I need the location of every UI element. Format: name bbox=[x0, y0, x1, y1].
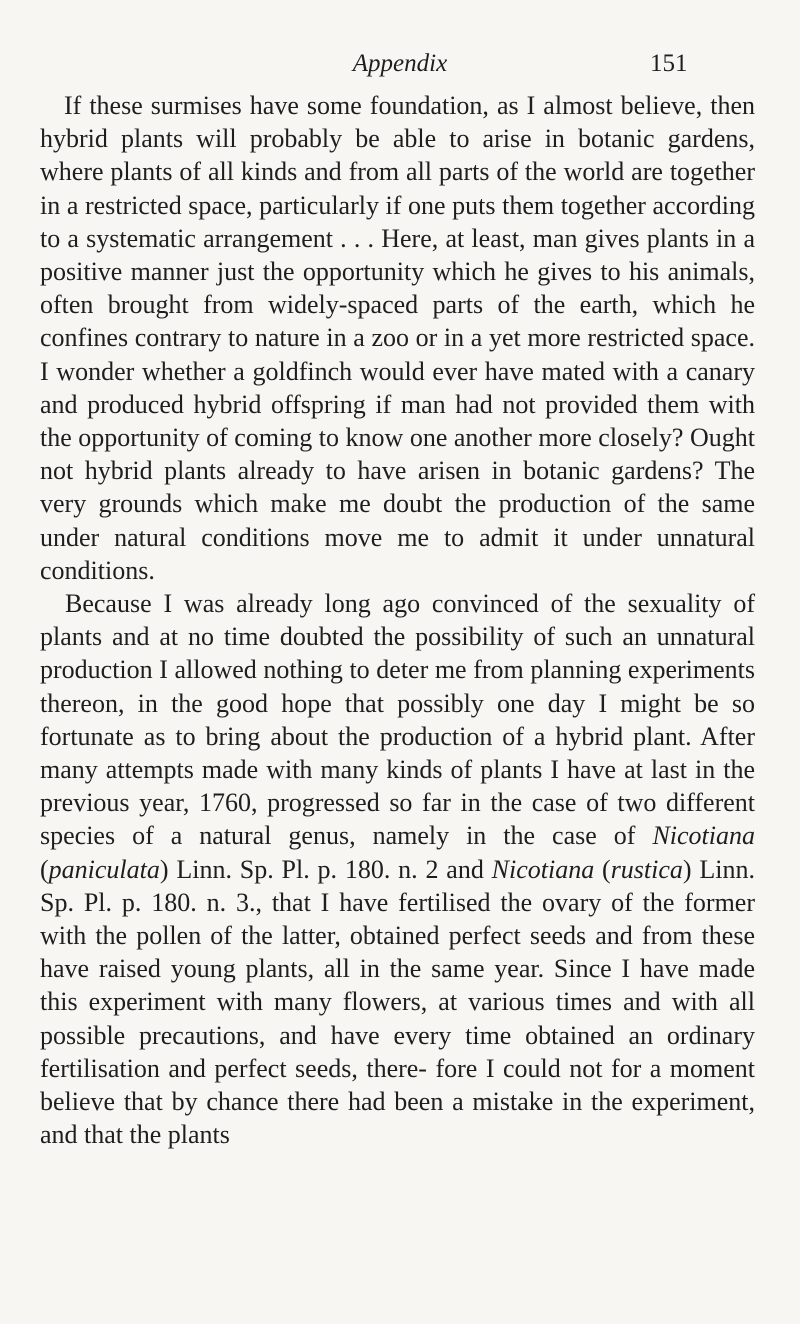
running-head bbox=[0, 44, 800, 84]
paragraph-1: If these surmises have some foundation, as I almost believe, then hybrid plants will probably be able to arise in botanic gardens, where plants of all kinds and from all parts of the world are together in a restricted space, particularly if one puts them together according to a systematic arrangement . . . Here, at least, man gives plants in a positive manner just the opportunity which he gives to his animals, often brought from widely-spaced parts of the earth, which he confines contrary to nature in a zoo or in a yet more restricted space. I wonder whether a goldfinch would ever have mated with a canary and produced hybrid offspring if man had not provided them with the opportunity of coming to know one another more closely? Ought not hybrid plants already to have arisen in botanic gardens? The very grounds which make me doubt the production of the same under natural conditions move me to admit it under unnatural conditions. bbox=[40, 91, 755, 585]
paren-open-1: ( bbox=[40, 854, 49, 884]
paragraph-2-tail: ) Linn. Sp. Pl. p. 180. n. 3., that I have fertilised the ovary of the former with the pollen of the latter, obtained perfect seeds and from these have raised young plants, all in the same year. Since I have made this experiment with many flowers, at various times and with all possible precautions, and have every time obtained an ordinary fertilisation and perfect seeds, there- fore I could not for a moment believe that by chance there had been a mistake in the experiment, and that the plants bbox=[40, 854, 755, 1150]
reference-1: ) Linn. Sp. Pl. p. 180. n. 2 and bbox=[159, 854, 492, 884]
paren-open-2: ( bbox=[594, 854, 611, 884]
running-title: Appendix bbox=[352, 50, 448, 77]
genus-name-2: Nicotiana bbox=[491, 854, 595, 884]
paragraph-2-lead: Because I was already long ago convinced of the sexuality of plants and at no time doubted the possibility of such an unnatural production I allowed nothing to deter me from planning experiments thereon, in the good hope that possibly one day I might be so fortunate as to bring about the production of a hybrid plant. After many attempts made with many kinds of plants I have at last in the previous year, 1760, progressed so far in the case of two different species of a natural genus, namely in the case of bbox=[40, 589, 755, 851]
page-number: 151 bbox=[650, 50, 688, 77]
body-text bbox=[40, 89, 755, 1152]
species-name-1: paniculata bbox=[48, 854, 160, 884]
genus-name-1: Nicotiana bbox=[652, 821, 755, 851]
paragraph-2 bbox=[40, 587, 755, 1151]
species-name-2: rustica bbox=[610, 854, 683, 884]
